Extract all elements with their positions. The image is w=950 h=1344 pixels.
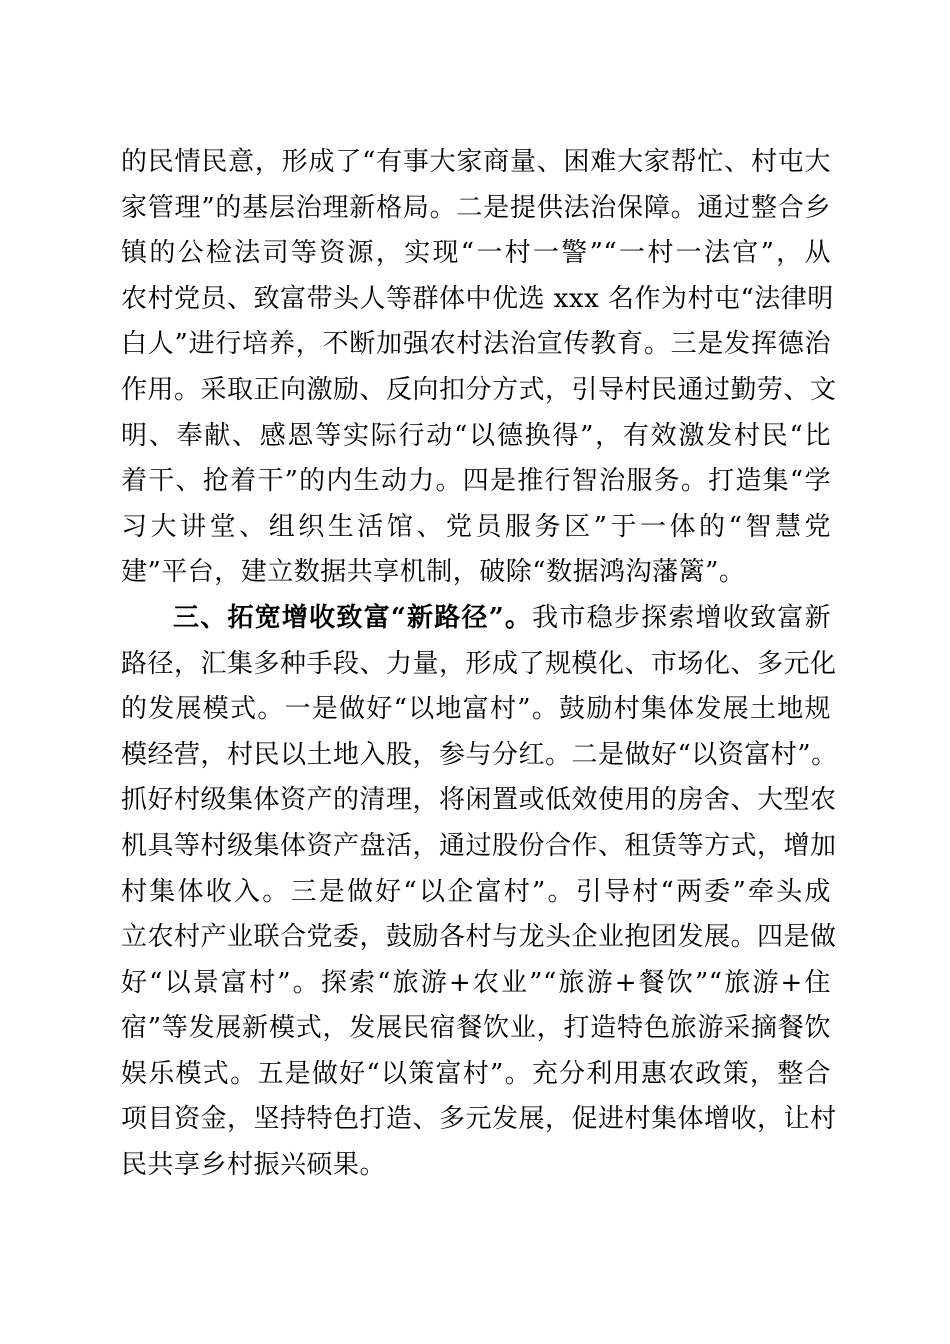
text-line: 作用。采取正向激励、反向扣分方式，引导村民通过勤劳、文 (121, 374, 837, 405)
text-line: 项目资金，坚持特色打造、多元发展，促进村集体增收，让村 (121, 1104, 837, 1135)
text-line: 立农村产业联合党委，鼓励各村与龙头企业抱团发展。四是做 (121, 922, 837, 953)
text-line: 村集体收入。三是做好“以企富村”。引导村“两委”牵头成 (121, 876, 831, 907)
text-line: 的民情民意，形成了“有事大家商量、困难大家帮忙、村屯大 (121, 147, 831, 177)
text-line: 宿”等发展新模式，发展民宿餐饮业，打造特色旅游采摘餐饮 (121, 1013, 831, 1044)
text-line: 机具等村级集体资产盘活，通过股份合作、租赁等方式，增加 (121, 830, 837, 861)
text-line: 习大讲堂、组织生活馆、党员服务区”于一体的“智慧党 (121, 511, 831, 542)
text-line: 建”平台，建立数据共享机制，破除“数据鸿沟藩篱”。 (121, 557, 746, 588)
section-heading: 三、拓宽增收致富“新路径”。 (173, 602, 533, 633)
text-line: 民共享乡村振兴硕果。 (121, 1150, 387, 1181)
body-text (121, 140, 838, 1189)
text-line: 抓好村级集体资产的清理，将闲置或低效使用的房舍、大型农 (121, 785, 837, 816)
first-line-text: 我市稳步探索增收致富新 (532, 602, 831, 633)
text-line: 路径，汇集多种手段、力量，形成了规模化、市场化、多元化 (121, 648, 837, 679)
paragraph-income (121, 596, 838, 1189)
text-line: 着干、抢着干”的内生动力。四是推行智治服务。打造集“学 (121, 466, 831, 497)
text-line: 模经营，村民以土地入股，参与分红。二是做好“以资富村”。 (121, 739, 838, 770)
text-line: 镇的公检法司等资源，实现“一村一警”“一村一法官”，从 (121, 238, 831, 269)
text-line: 好“以景富村”。探索“旅游+农业”“旅游+餐饮”“旅游+住 (121, 967, 831, 998)
text-line: 白人”进行培养，不断加强农村法治宣传教育。三是发挥德治 (121, 329, 831, 360)
text-line: 的发展模式。一是做好“以地富村”。鼓励村集体发展土地规 (121, 694, 831, 725)
text-line-first (121, 596, 831, 642)
paragraph-governance (121, 140, 837, 596)
text-line: 娱乐模式。五是做好“以策富村”。充分利用惠农政策，整合 (121, 1058, 831, 1089)
text-line: 家管理”的基层治理新格局。二是提供法治保障。通过整合乡 (121, 192, 831, 223)
text-line: 农村党员、致富带头人等群体中优选 xxx 名作为村屯“法律明 (121, 283, 834, 314)
text-line: 明、奉献、感恩等实际行动“以德换得”，有效激发村民“比 (121, 420, 831, 451)
